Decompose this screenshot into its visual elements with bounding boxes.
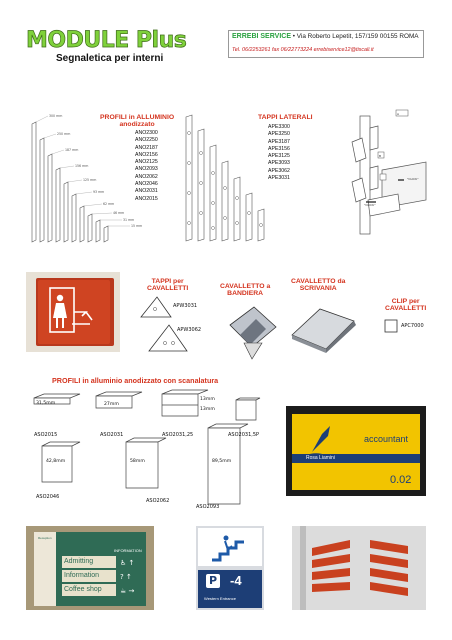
cap-code: APE3093 (268, 160, 290, 167)
contact-phone-line: Tel. 06/2253261 fax 06/22773224 errebiservice12@tiscali.it (232, 47, 374, 53)
company-address: • Via Roberto Lepetit, 157/159 00155 ROMA (291, 33, 419, 40)
size-label: 250 mm (57, 132, 71, 136)
brand-title: MODULE Plus (26, 28, 187, 53)
click-label: "CLICK" (364, 203, 376, 207)
clip-drawing (383, 318, 433, 348)
directory-row: Information (64, 572, 100, 579)
profile-dimension: 31,5mm (36, 401, 56, 406)
cap-code: APE3062 (268, 167, 290, 174)
scrivania-drawing (290, 305, 360, 355)
profile-code: ANO2300 (135, 130, 158, 136)
profile-code: ANO2156 (135, 151, 158, 158)
size-label: 62 mm (103, 202, 115, 206)
profile-code: ANO2093 (135, 166, 158, 173)
brand-subtitle: Segnaletica per interni (56, 53, 164, 64)
scanalatura-title: PROFILI in alluminio anodizzato con scanalatura (52, 376, 219, 385)
stairs-icon (198, 528, 262, 566)
profile-dimension: 58mm (130, 459, 145, 464)
profile-dimension: 27mm (104, 402, 119, 407)
cap-code: APE3187 (268, 138, 290, 145)
diagram-label: B (379, 154, 382, 158)
accessibility-icon: ♿ ↑ (120, 559, 135, 567)
size-label: 93 mm (93, 190, 105, 194)
profile-code: ANO2250 (135, 137, 158, 144)
tappi-cavalletti-title-text: TAPPI per CAVALLETTI (147, 278, 189, 293)
scrivania-title: CAVALLETTO da SCRIVANIA (291, 278, 346, 293)
parking-level: -4 (230, 573, 242, 588)
parking-sign-photo (196, 526, 264, 610)
tappi-cavalletti-drawing (135, 295, 205, 365)
size-label: 156 mm (75, 164, 89, 168)
company-name: ERREBI SERVICE (232, 33, 291, 40)
cap-code: APE3300 (268, 124, 290, 130)
directory-row: Admitting (64, 558, 94, 565)
size-label: 15 mm (131, 224, 143, 228)
part-code: APC7000 (401, 323, 424, 329)
directory-header-right: INFORMATION (114, 548, 142, 553)
tappi-drawing (180, 113, 265, 243)
part-code: APW3062 (177, 327, 202, 333)
size-label: 300 mm (49, 114, 63, 118)
desk-sign-number: 0.02 (390, 474, 412, 486)
tappi-title: TAPPI LATERALI (258, 114, 313, 121)
profile-dimension: 13mm (200, 397, 215, 402)
info-icon: ? ↑ (120, 573, 132, 581)
profile-code: ASO2031,25 (162, 432, 194, 438)
arrow-right-icon: ☕ → (120, 587, 135, 595)
profile-code: ANO2031 (135, 188, 158, 195)
profile-code: ASO2062 (146, 498, 170, 504)
diagram-label: A (397, 112, 400, 116)
orange-sign-photo (26, 272, 120, 352)
cap-code: APE3250 (268, 131, 290, 138)
hallway-signs-drawing (292, 526, 426, 610)
profili-title: PROFILI in ALLUMINIO anodizzato (100, 114, 175, 129)
profile-code: ASO2031,5P (228, 432, 260, 438)
cap-code: APE3031 (268, 175, 290, 182)
desk-sign-name: Rosa Liamini (306, 455, 335, 461)
profile-code: ASO2031 (100, 432, 124, 438)
bandiera-drawing (226, 303, 286, 363)
profile-dimension: 42,8mm (46, 459, 66, 464)
contact-address-line (232, 33, 419, 40)
parking-p-icon: P (206, 574, 220, 588)
profile-code: ANO2015 (135, 195, 158, 202)
profili-code-list (135, 130, 158, 203)
assembly-drawing (338, 108, 428, 238)
directory-row: Coffee shop (64, 586, 102, 593)
scanalatura-drawing (30, 390, 290, 510)
size-label: 46 mm (113, 211, 125, 215)
hallway-signs-photo (292, 526, 426, 610)
bandiera-title: CAVALLETTO a BANDIERA (220, 283, 271, 298)
profile-dimension: 89,5mm (212, 459, 232, 464)
contact-box (228, 30, 424, 58)
desk-sign-label: accountant (364, 434, 409, 444)
directory-header-left: Reception (38, 536, 52, 540)
cap-code: APE3156 (268, 145, 290, 152)
profile-code: ANO2187 (135, 144, 158, 151)
profile-code: ANO2062 (135, 173, 158, 180)
directory-sign-side (34, 532, 56, 606)
parking-caption: Western Entrance (204, 596, 236, 601)
profile-code: ANO2125 (135, 159, 158, 166)
clip-title: CLIP per CAVALLETTI (385, 298, 427, 313)
click-label: "CLICK" (407, 177, 419, 181)
directory-sign-photo (26, 526, 154, 610)
directory-arrow-icons (118, 556, 148, 600)
profile-code: ASO2015 (34, 432, 58, 438)
profile-dimension: 13mm (200, 407, 215, 412)
size-label: 31 mm (123, 218, 135, 222)
part-code: APW3031 (173, 303, 198, 309)
profile-code: ANO2046 (135, 181, 158, 188)
desk-sign-photo (286, 406, 426, 496)
cap-code: APE3125 (268, 153, 290, 160)
restroom-sign-icon (26, 272, 120, 352)
profile-code: ASO2093 (196, 504, 220, 510)
tappi-code-list (268, 124, 290, 182)
profile-code: ASO2046 (36, 494, 60, 500)
size-label: 187 mm (65, 148, 79, 152)
size-label: 125 mm (83, 178, 97, 182)
